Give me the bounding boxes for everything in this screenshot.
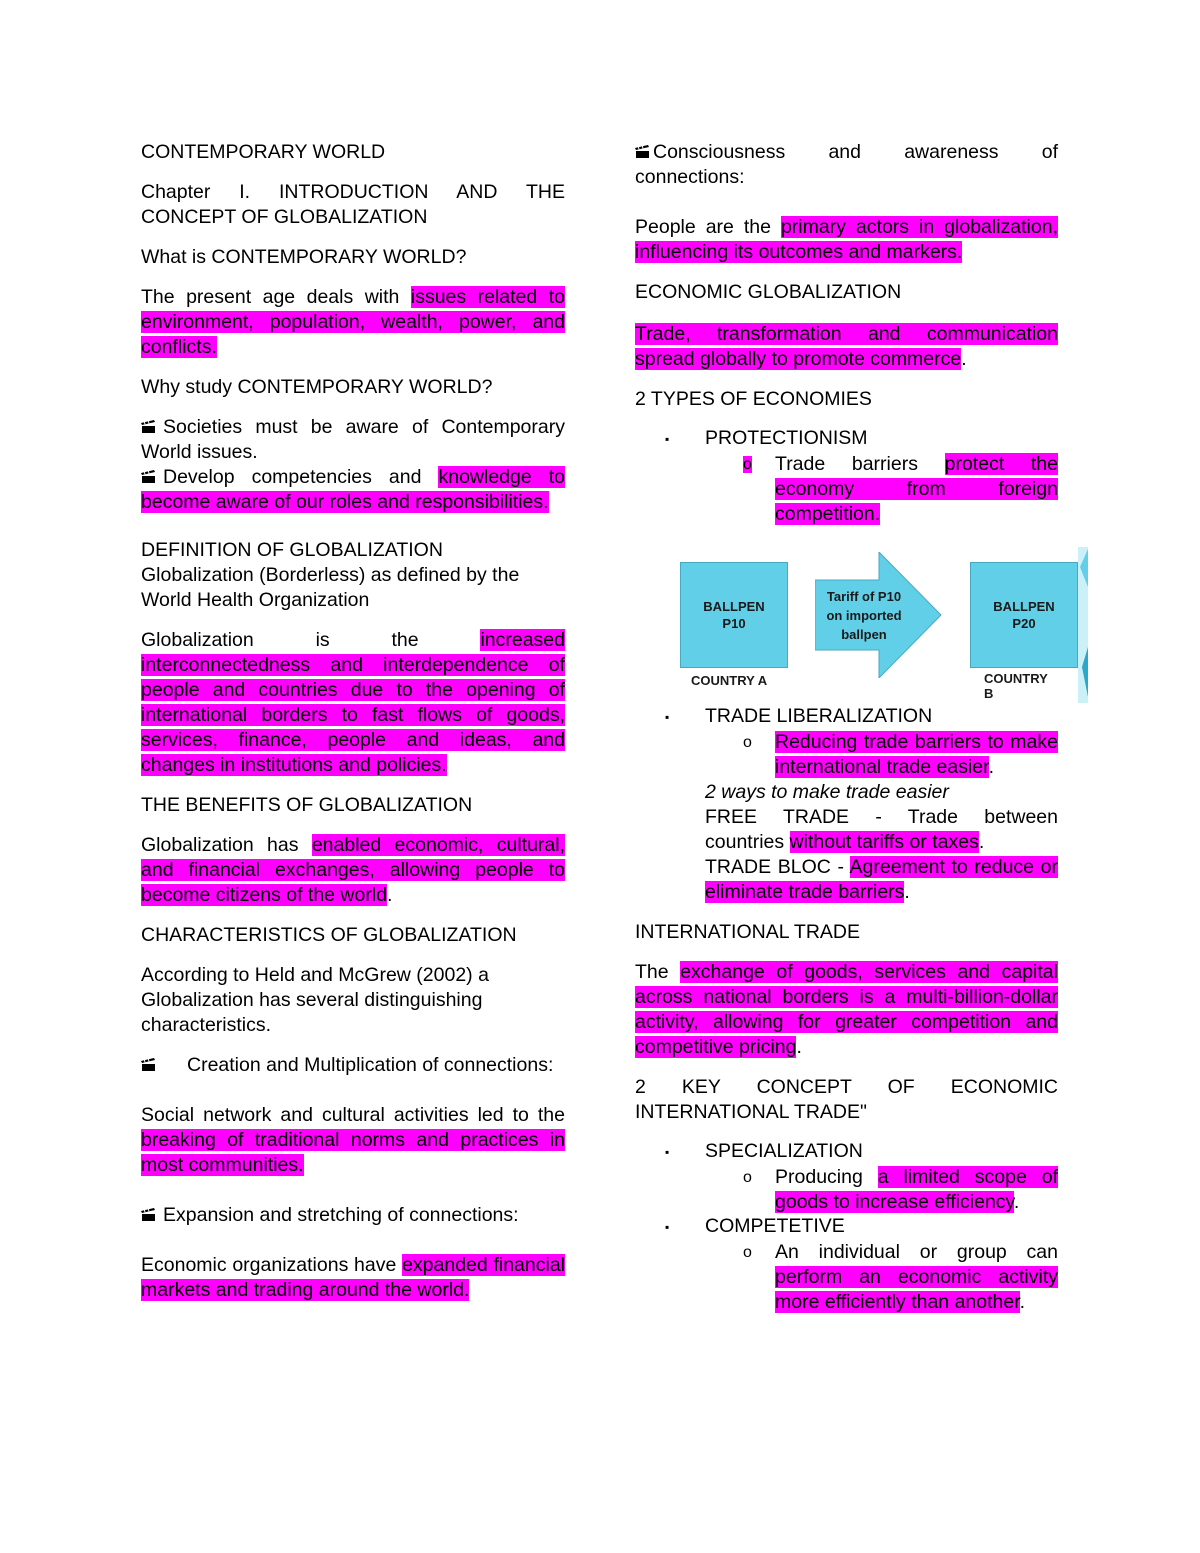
definition-subheading: Globalization (Borderless) as defined by the World Health Organization bbox=[141, 564, 520, 611]
clapperboard-icon bbox=[141, 466, 157, 480]
square-bullet: ▪ bbox=[665, 1220, 670, 1234]
bullet-competetive: ▪ COMPETETIVE bbox=[665, 1215, 1058, 1240]
highlight: without tariffs or taxes bbox=[789, 831, 979, 853]
slide-corner-decoration bbox=[1072, 547, 1088, 703]
highlight: breaking of traditional norms and practices in most communities. bbox=[141, 1129, 565, 1176]
highlight: a limited scope of goods to increase efficiency bbox=[775, 1166, 1058, 1213]
highlight: expanded financial markets and trading around the world. bbox=[141, 1254, 565, 1301]
free-trade: FREE TRADE - Trade between countries without tariffs or taxes. bbox=[705, 806, 1058, 853]
sub-bullet-reducing: o Reducing trade barriers to make international trade easier. bbox=[735, 730, 1058, 780]
benefits-heading: THE BENEFITS OF GLOBALIZATION bbox=[141, 794, 473, 816]
highlight: perform an economic activity more efficiently than another bbox=[775, 1266, 1058, 1313]
highlight: exchange of goods, services and capital across national borders is a multi-billion-dollar activity, allowing for greater competition and competitive pricing bbox=[635, 961, 1058, 1058]
circle-bullet: o bbox=[743, 1244, 752, 1261]
circle-bullet: o bbox=[743, 456, 752, 473]
types-heading: 2 TYPES OF ECONOMIES bbox=[635, 388, 872, 410]
clapperboard-icon bbox=[141, 1204, 157, 1218]
clap-item: Creation and Multiplication of connections: bbox=[141, 1053, 565, 1078]
ways-subheading: 2 ways to make trade easier bbox=[705, 781, 949, 803]
highlight: enabled economic, cultural, and financial exchanges, allowing people to become citizens of the world bbox=[141, 834, 565, 906]
question-what: What is CONTEMPORARY WORLD? bbox=[141, 246, 467, 268]
highlight: Agreement to reduce or eliminate trade barriers bbox=[705, 856, 1058, 903]
economic-heading: ECONOMIC GLOBALIZATION bbox=[635, 281, 902, 303]
bullet-trade-liberalization: ▪ TRADE LIBERALIZATION bbox=[665, 705, 1058, 730]
highlight: issues related to environment, population, wealth, power, and conflicts. bbox=[141, 286, 565, 358]
definition-heading: DEFINITION OF GLOBALIZATION bbox=[141, 539, 443, 561]
sub-bullet-individual: o An individual or group can perform an economic activity more efficiently than another. bbox=[735, 1240, 1058, 1315]
clap-item: Societies must be aware of Contemporary World issues. bbox=[141, 416, 565, 463]
benefits-paragraph: Globalization has enabled economic, cultural, and financial exchanges, allowing people to become citizens of the world. bbox=[141, 834, 565, 906]
right-column bbox=[635, 140, 1058, 1315]
highlight: knowledge to become aware of our roles and responsibilities. bbox=[141, 466, 565, 513]
square-bullet: ▪ bbox=[665, 710, 670, 724]
country-b-label: COUNTRY B bbox=[984, 671, 1048, 701]
highlight: Trade, transformation and communication spread globally to promote commerce bbox=[635, 323, 1058, 370]
square-bullet: ▪ bbox=[665, 1145, 670, 1159]
doc-title: CONTEMPORARY WORLD bbox=[141, 141, 386, 163]
trade-bloc: TRADE BLOC - Agreement to reduce or eliminate trade barriers. bbox=[705, 856, 1058, 903]
clap-item: Expansion and stretching of connections: bbox=[141, 1203, 565, 1228]
question-why: Why study CONTEMPORARY WORLD? bbox=[141, 376, 493, 398]
circle-bullet: o bbox=[743, 1169, 752, 1186]
clap-item: Develop competencies and knowledge to become aware of our roles and responsibilities. bbox=[141, 466, 565, 513]
bullet-specialization: ▪ SPECIALIZATION bbox=[665, 1140, 1058, 1165]
highlight: Reducing trade barriers to make international trade easier bbox=[775, 731, 1058, 778]
highlight: protect the economy from foreign competition. bbox=[775, 453, 1058, 525]
consciousness-paragraph: People are the primary actors in globalization, influencing its outcomes and markers. bbox=[635, 216, 1058, 263]
definition-paragraph: Globalization is the increased interconnectedness and interdependence of people and countries due to the opening of international borders to fast flows of goods, services, finance, people and ideas, and changes in institutions and policies. bbox=[141, 629, 565, 776]
highlight: primary actors in globalization, influencing its outcomes and markers. bbox=[635, 216, 1058, 263]
economic-paragraph: Trade, transformation and communication spread globally to promote commerce. bbox=[635, 323, 1058, 370]
highlight: increased interconnectedness and interdependence of people and countries due to the opening of international borders to fast flows of goods, services, finance, people and ideas, and changes in institutions and policies. bbox=[141, 629, 565, 776]
square-bullet: ▪ bbox=[665, 432, 670, 446]
country-a-box: BALLPEN P10 bbox=[680, 562, 788, 668]
sub-bullet-trade-barriers: o Trade barriers protect the economy from foreign competition. bbox=[735, 452, 1058, 527]
circle-bullet: o bbox=[743, 734, 752, 751]
international-paragraph: The exchange of goods, services and capital across national borders is a multi-billion-dollar activity, allowing for greater competition and competitive pricing. bbox=[635, 961, 1058, 1058]
left-column bbox=[141, 140, 565, 1303]
characteristics-paragraph: According to Held and McGrew (2002) a Globalization has several distinguishing characteristics. bbox=[141, 964, 489, 1036]
international-heading: INTERNATIONAL TRADE bbox=[635, 921, 861, 943]
key-concept-heading: 2 KEY CONCEPT OF ECONOMIC INTERNATIONAL TRADE" bbox=[635, 1076, 1058, 1123]
tariff-label: Tariff of P10 on imported ballpen bbox=[826, 589, 902, 642]
country-a-label: COUNTRY A bbox=[691, 673, 768, 688]
bullet-protectionism: ▪ PROTECTIONISM bbox=[665, 427, 1058, 452]
clapperboard-icon bbox=[635, 141, 651, 155]
chapter-heading: Chapter I. INTRODUCTION AND THE CONCEPT OF GLOBALIZATION bbox=[141, 181, 565, 228]
characteristics-heading: CHARACTERISTICS OF GLOBALIZATION bbox=[141, 924, 517, 946]
sub-bullet-producing: o Producing a limited scope of goods to increase efficiency. bbox=[735, 1165, 1058, 1215]
clap-item: Consciousness and awareness of connections: bbox=[635, 141, 1058, 188]
creation-paragraph: Social network and cultural activities led to the breaking of traditional norms and practices in most communities. bbox=[141, 1104, 565, 1176]
country-b-box: BALLPEN P20 bbox=[970, 562, 1078, 668]
expansion-paragraph: Economic organizations have expanded financial markets and trading around the world. bbox=[141, 1254, 565, 1301]
tariff-diagram bbox=[635, 537, 1058, 701]
clapperboard-icon bbox=[141, 416, 157, 430]
paragraph-present-age: The present age deals with issues related to environment, population, wealth, power, and conflicts. bbox=[141, 286, 565, 358]
clapperboard-icon bbox=[141, 1054, 157, 1068]
